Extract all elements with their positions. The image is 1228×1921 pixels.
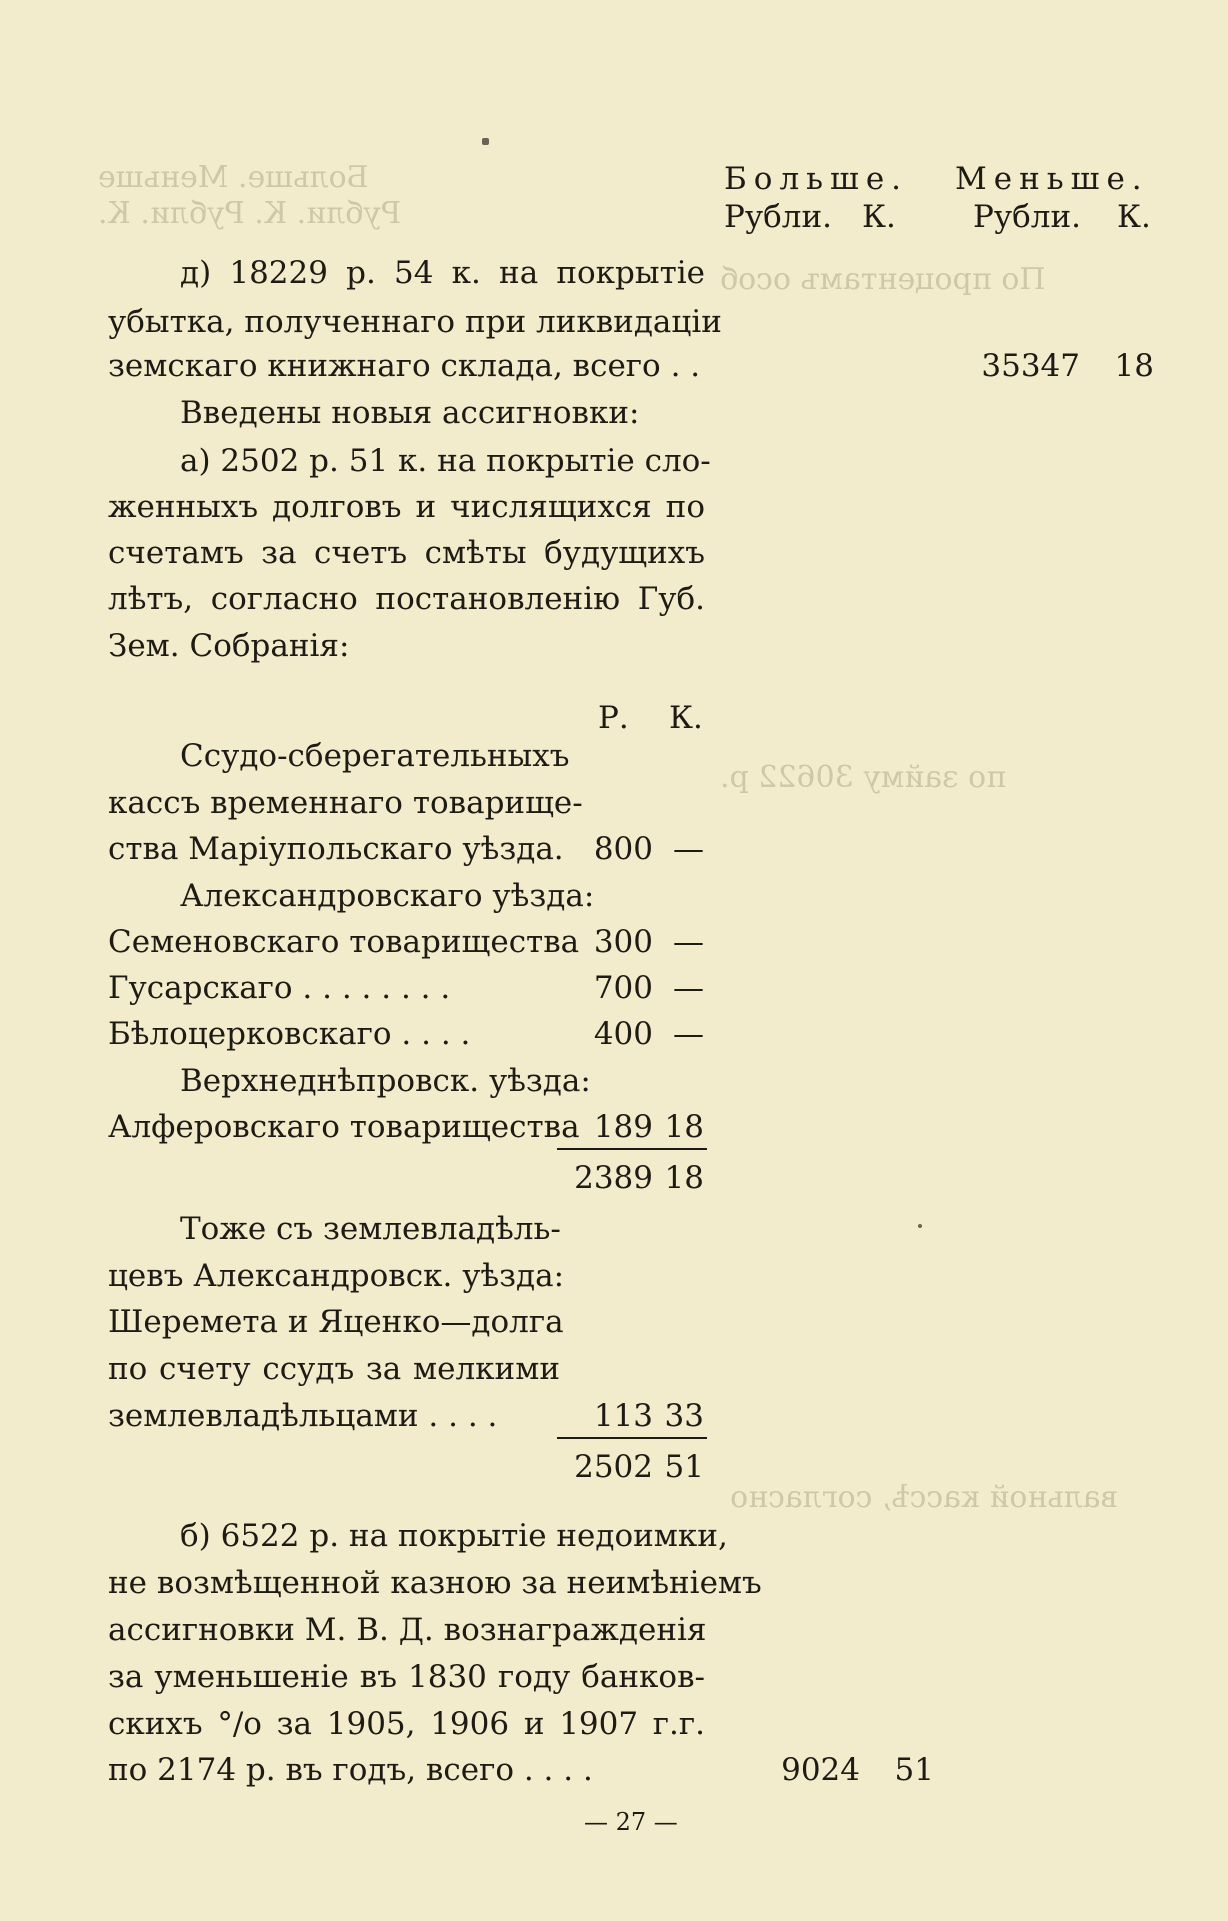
header-rub-more: Рубли. — [724, 199, 832, 235]
item-b-line-2: не возмѣщенной казною за неимѣніемъ — [108, 1565, 762, 1601]
landowners-line-2: цевъ Александровск. уѣзда: — [108, 1258, 565, 1294]
table-row-rub: 300 — [593, 924, 653, 960]
table-row-label: Бѣлоцерковскаго . . . . — [108, 1016, 471, 1052]
table-row-rub: 800 — [593, 831, 653, 867]
subtotal-kop: 18 — [664, 1160, 704, 1196]
header-less: Меньше. — [955, 161, 1149, 197]
table-header-rub: Р. — [598, 700, 629, 736]
item-b-rubles-more: 9024 — [781, 1752, 860, 1788]
page-number: — 27 — — [584, 1808, 678, 1836]
bleed-through-mark: вальной кассѣ, согласно — [730, 1480, 1118, 1515]
table-subheading-verkhnedneprovsk: Верхнеднѣпровск. уѣзда: — [180, 1063, 591, 1099]
new-allocations-heading: Введены новыя ассигновки: — [180, 395, 640, 431]
landowners-line-1: Тоже съ землевладѣль- — [180, 1211, 561, 1247]
item-a-line-4: лѣтъ, согласно постановленію Губ. — [108, 581, 705, 617]
table-row-kop: 33 — [664, 1398, 704, 1434]
item-d-rubles-less: 35347 — [981, 348, 1080, 384]
total-kop: 51 — [664, 1449, 704, 1485]
table-row-kop: — — [673, 970, 704, 1006]
subtotal-rub: 2389 — [574, 1160, 653, 1196]
table-row-label: Алферовскаго товарищества — [108, 1109, 580, 1145]
header-kop-more: К. — [862, 199, 896, 235]
table-row-kop: — — [673, 1016, 704, 1052]
item-a-line-1: а) 2502 р. 51 к. на покрытіе сло- — [180, 443, 711, 479]
header-more: Больше. — [724, 161, 909, 197]
bleed-through-mark: По процентамъ особ — [720, 262, 1046, 297]
landowners-line-4: по счету ссудъ за мелкими — [108, 1351, 560, 1387]
item-b-line-5: скихъ °/о за 1905, 1906 и 1907 г.г. — [108, 1706, 705, 1742]
item-a-line-3: счетамъ за счетъ смѣты будущихъ — [108, 535, 705, 571]
table-header-kop: К. — [669, 700, 703, 736]
table-intro-1: Ссудо-сберегательныхъ — [180, 738, 570, 774]
total-rule — [557, 1437, 707, 1439]
table-row-label: Семеновскаго товарищества — [108, 924, 580, 960]
item-a-line-2: женныхъ долговъ и числящихся по — [108, 489, 705, 525]
total-rub: 2502 — [574, 1449, 653, 1485]
header-rub-less: Рубли. — [973, 199, 1081, 235]
item-d-line-1: д) 18229 р. 54 к. на покрытіе — [180, 255, 705, 291]
table-row-rub: 113 — [593, 1398, 653, 1434]
subtotal-rule — [557, 1148, 707, 1150]
table-row-label: ства Маріупольскаго уѣзда. — [108, 831, 564, 867]
speck — [918, 1224, 922, 1228]
speck — [482, 138, 489, 145]
table-row-kop: 18 — [664, 1109, 704, 1145]
item-d-line-3: земскаго книжнаго склада, всего . . — [108, 348, 701, 384]
landowners-line-3: Шеремета и Яценко—долга — [108, 1304, 564, 1340]
item-b-line-6: по 2174 р. въ годъ, всего . . . . — [108, 1752, 593, 1788]
bleed-through-mark: Больше. Меньше — [98, 160, 369, 195]
table-row-rub: 700 — [593, 970, 653, 1006]
table-row-label: землевладѣльцами . . . . — [108, 1398, 498, 1434]
table-subheading-aleksandrovsk: Александровскаго уѣзда: — [180, 878, 595, 914]
bleed-through-mark: Рубли. К. Рубли. К. — [98, 196, 402, 231]
item-b-line-1: б) 6522 р. на покрытіе недоимки, — [180, 1518, 728, 1554]
table-row-kop: — — [673, 831, 704, 867]
item-b-line-4: за уменьшеніе въ 1830 году банков- — [108, 1659, 705, 1695]
item-b-kopecks-more: 51 — [894, 1752, 934, 1788]
header-kop-less: К. — [1117, 199, 1151, 235]
item-a-line-5: Зем. Собранія: — [108, 628, 350, 664]
table-row-kop: — — [673, 924, 704, 960]
item-d-kopecks-less: 18 — [1114, 348, 1154, 384]
item-b-line-3: ассигновки М. В. Д. вознагражденія — [108, 1612, 707, 1648]
table-row-rub: 189 — [593, 1109, 653, 1145]
table-row-label: Гусарскаго . . . . . . . . — [108, 970, 451, 1006]
bleed-through-mark: по займу 30622 р. — [720, 760, 1007, 795]
item-d-line-2: убытка, полученнаго при ликвидаціи — [108, 304, 722, 340]
table-intro-2: кассъ временнаго товарище- — [108, 785, 583, 821]
table-row-rub: 400 — [593, 1016, 653, 1052]
